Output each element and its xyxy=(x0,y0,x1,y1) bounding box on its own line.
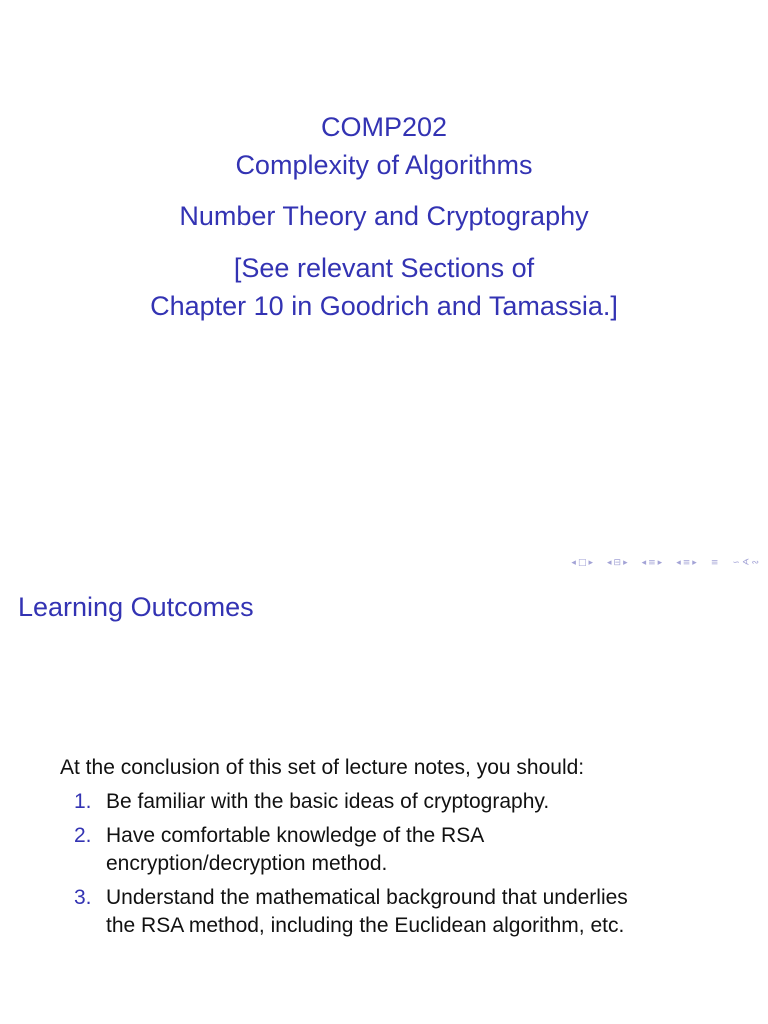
item-text: Have comfortable knowledge of the RSA xyxy=(106,824,485,847)
lecture-topic: Number Theory and Cryptography xyxy=(179,201,589,231)
lecture-subtitle xyxy=(0,197,768,235)
item-text-continued: encryption/decryption method. xyxy=(106,852,388,875)
nav-frame-icon[interactable]: □ xyxy=(577,558,587,568)
item-number: 2. xyxy=(74,824,92,847)
list-item xyxy=(72,884,732,940)
learning-outcomes-slide xyxy=(0,576,768,1024)
nav-prev-section-icon[interactable]: ◂ xyxy=(641,558,647,568)
intro-text: At the conclusion of this set of lecture notes, you should: xyxy=(60,756,585,779)
nav-prev-subsection-icon[interactable]: ◂ xyxy=(606,558,612,568)
nav-document-icon[interactable]: ≡ xyxy=(710,558,719,568)
nav-section-icon[interactable]: ≡ xyxy=(648,558,656,568)
list-item xyxy=(72,822,732,878)
nav-next-subsection-icon[interactable]: ▸ xyxy=(623,558,628,568)
item-number: 1. xyxy=(74,790,92,813)
beamer-navigation-bar xyxy=(570,556,760,570)
frame-title: Learning Outcomes xyxy=(18,592,254,622)
item-text: Understand the mathematical background that underlies xyxy=(106,886,628,909)
nav-subsection-icon[interactable]: ⊟ xyxy=(613,558,622,568)
reference-line-1: [See relevant Sections of xyxy=(233,253,535,283)
nav-prev-part-icon[interactable]: ◂ xyxy=(676,558,681,568)
course-name: Complexity of Algorithms xyxy=(235,150,533,180)
nav-prev-frame-icon[interactable]: ◂ xyxy=(571,558,576,568)
course-code: COMP202 xyxy=(320,112,448,142)
reading-reference xyxy=(0,249,768,325)
nav-part-icon[interactable]: ≡ xyxy=(682,558,691,568)
list-item xyxy=(72,788,732,816)
nav-forward-icon[interactable]: ∾ xyxy=(751,558,759,568)
item-text-continued: the RSA method, including the Euclidean algorithm, etc. xyxy=(106,914,625,937)
reference-line-2: Chapter 10 in Goodrich and Tamassia.] xyxy=(150,291,618,321)
nav-next-section-icon[interactable]: ▸ xyxy=(657,558,663,568)
outcomes-list xyxy=(72,788,732,946)
nav-next-part-icon[interactable]: ▸ xyxy=(692,558,697,568)
nav-back-icon[interactable]: ∢ xyxy=(741,558,750,568)
course-title xyxy=(0,108,768,184)
item-text: Be familiar with the basic ideas of cryptography. xyxy=(106,790,550,813)
nav-search-icon[interactable]: ∽ xyxy=(732,558,740,568)
nav-next-frame-icon[interactable]: ▸ xyxy=(588,558,593,568)
item-number: 3. xyxy=(74,886,92,909)
